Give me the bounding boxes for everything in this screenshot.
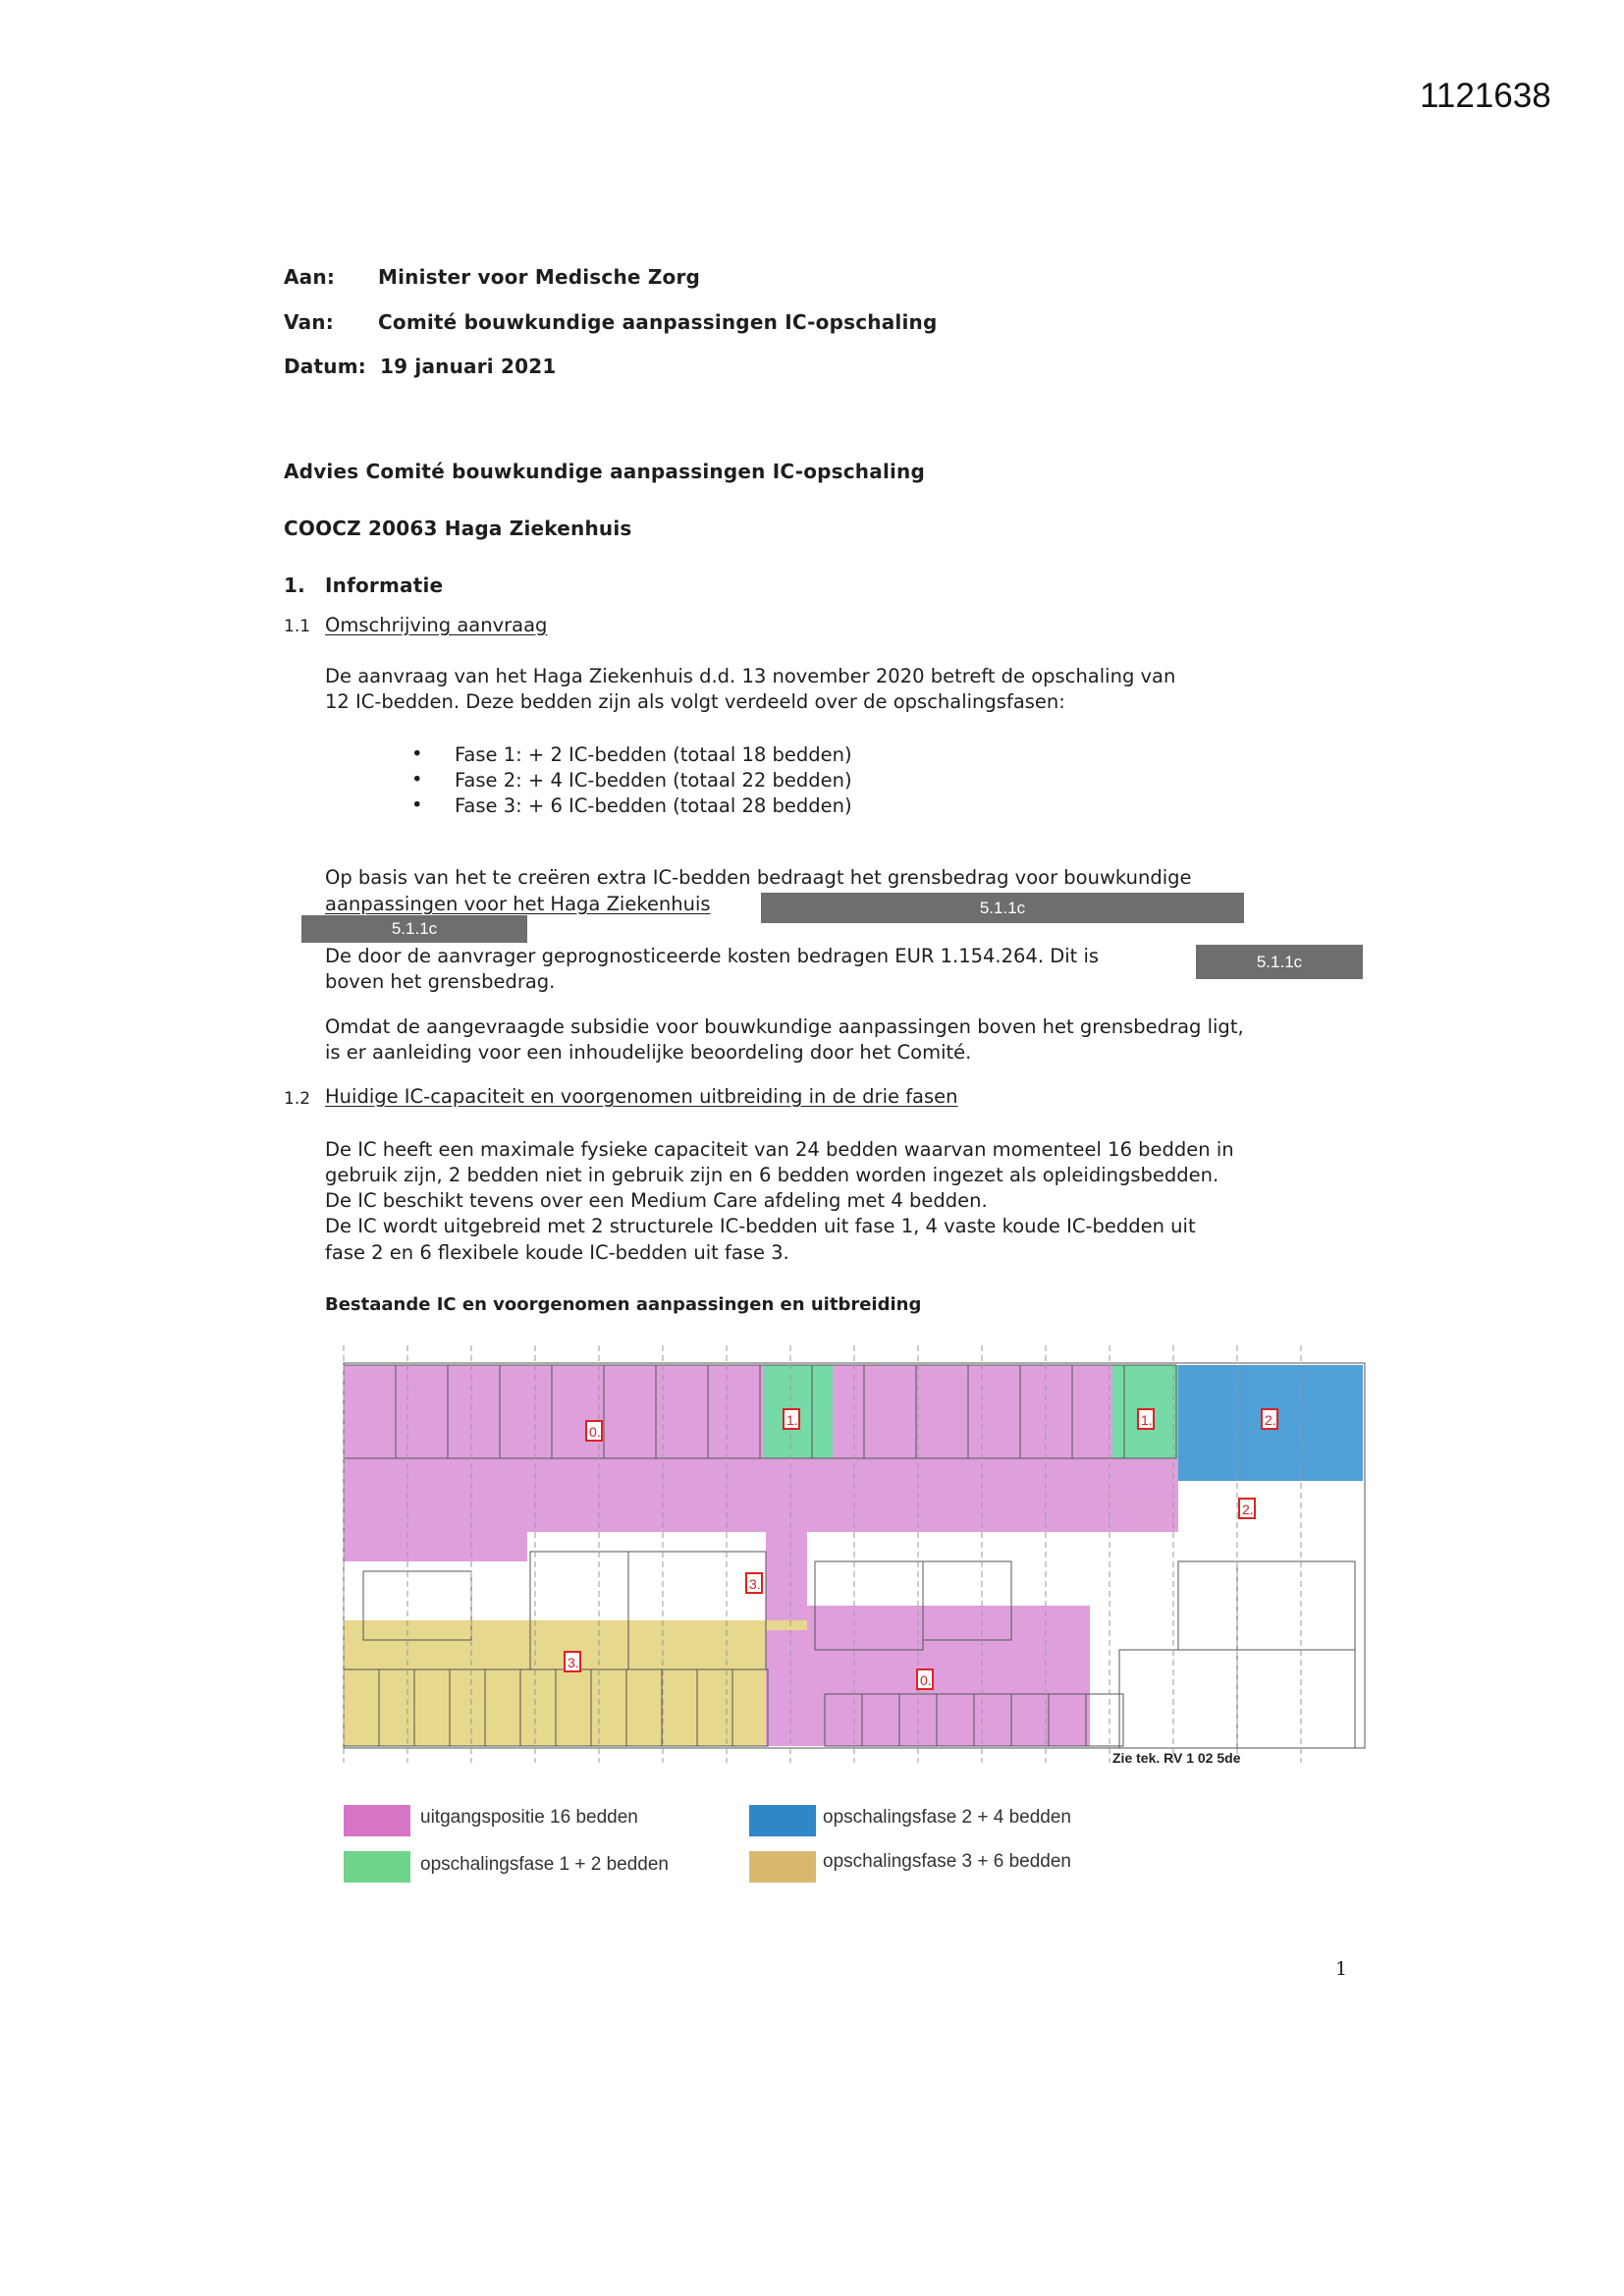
room-wall: [1178, 1561, 1237, 1650]
legend-swatch-phase2: [749, 1805, 816, 1836]
bullet-icon: •: [411, 793, 423, 816]
redaction-box: 5.1.1c: [301, 915, 527, 943]
from-label: Van:: [284, 310, 334, 334]
paragraph-line: De door de aanvrager geprognosticeerde kosten bedragen EUR 1.154.264. Dit is: [325, 945, 1100, 967]
bullet-icon: •: [411, 742, 423, 765]
paragraph-line: Omdat de aangevraagde subsidie voor bouwkundige aanpassingen boven het grensbedrag ligt,: [325, 1015, 1244, 1038]
zone-label: [565, 1652, 580, 1671]
legend-label: opschalingsfase 3 + 6 bedden: [823, 1851, 1072, 1872]
from-value: Comité bouwkundige aanpassingen IC-opschaling: [378, 310, 938, 334]
paragraph-line: gebruik zijn, 2 bedden niet in gebruik zijn en 6 bedden worden ingezet als opleidingsbedden.: [325, 1164, 1219, 1186]
svg-text:3.: 3.: [749, 1576, 761, 1592]
bullet-item: Fase 2: + 4 IC-bedden (totaal 22 bedden): [455, 769, 852, 792]
bullet-item: Fase 3: + 6 IC-bedden (totaal 28 bedden): [455, 794, 852, 817]
zone-phase0-corridor: [344, 1532, 527, 1561]
paragraph-line: 12 IC-bedden. Deze bedden zijn als volgt verdeeld over de opschalingsfasen:: [325, 690, 1065, 713]
room-wall: [1119, 1650, 1237, 1748]
redaction-box: 5.1.1c: [1196, 945, 1363, 979]
to-value: Minister voor Medische Zorg: [378, 265, 701, 289]
paragraph-line: De IC heeft een maximale fysieke capaciteit van 24 bedden waarvan momenteel 16 bedden in: [325, 1138, 1234, 1161]
section-number: 1.: [284, 574, 305, 597]
svg-text:2.: 2.: [1242, 1502, 1254, 1517]
floor-plan: [334, 1326, 1384, 1777]
legend-label: opschalingsfase 2 + 4 bedden: [823, 1807, 1072, 1828]
to-label: Aan:: [284, 265, 336, 289]
zone-label: [1262, 1409, 1277, 1429]
page-number: 1: [1335, 1958, 1348, 1980]
redaction-box: 5.1.1c: [761, 893, 1244, 923]
paragraph-line: fase 2 en 6 flexibele koude IC-bedden uit fase 3.: [325, 1241, 789, 1264]
document-subtitle: COOCZ 20063 Haga Ziekenhuis: [284, 517, 632, 540]
date-label: Datum:: [284, 355, 366, 378]
zone-label: [586, 1421, 602, 1441]
drawing-reference: Zie tek. RV 1 02 5de: [1112, 1750, 1241, 1766]
subsection-number: 1.2: [284, 1089, 311, 1109]
paragraph-line: aanpassingen voor het Haga Ziekenhuis: [325, 893, 711, 915]
zone-phase0-corridor: [344, 1458, 1178, 1532]
room-wall: [1237, 1650, 1355, 1748]
subsection-title: Omschrijving aanvraag: [325, 614, 548, 636]
zone-label: [1239, 1499, 1255, 1518]
svg-text:3.: 3.: [568, 1655, 579, 1670]
legend-swatch-phase0: [344, 1805, 410, 1836]
zone-label: [1138, 1409, 1154, 1429]
zone-phase0: [344, 1365, 764, 1458]
zone-phase0-corridor: [766, 1532, 807, 1630]
figure-caption: Bestaande IC en voorgenomen aanpassingen en uitbreiding: [325, 1294, 922, 1315]
date-value: 19 januari 2021: [380, 355, 557, 378]
zone-label: [746, 1573, 762, 1593]
zone-label: [784, 1409, 799, 1429]
legend-swatch-phase3: [749, 1851, 816, 1883]
paragraph-line: De aanvraag van het Haga Ziekenhuis d.d. 13 november 2020 betreft de opschaling van: [325, 665, 1176, 687]
legend-swatch-phase1: [344, 1851, 410, 1883]
svg-text:2.: 2.: [1265, 1412, 1276, 1428]
section-title: Informatie: [325, 574, 444, 597]
room-wall: [1086, 1694, 1123, 1746]
document-id: 1121638: [1420, 77, 1551, 115]
legend-label: uitgangspositie 16 bedden: [420, 1807, 638, 1828]
svg-text:0.: 0.: [920, 1672, 932, 1688]
subsection-title: Huidige IC-capaciteit en voorgenomen uitbreiding in de drie fasen: [325, 1085, 958, 1108]
bullet-item: Fase 1: + 2 IC-bedden (totaal 18 bedden): [455, 743, 852, 766]
legend-label: opschalingsfase 1 + 2 bedden: [420, 1854, 670, 1875]
paragraph-line: is er aanleiding voor een inhoudelijke beoordeling door het Comité.: [325, 1041, 972, 1064]
paragraph-line: De IC wordt uitgebreid met 2 structurele IC-bedden uit fase 1, 4 vaste koude IC-bedden uit: [325, 1215, 1196, 1237]
zone-phase0: [807, 1606, 1090, 1630]
document-title: Advies Comité bouwkundige aanpassingen IC-opschaling: [284, 460, 926, 483]
svg-text:0.: 0.: [589, 1424, 601, 1440]
subsection-number: 1.1: [284, 617, 311, 636]
svg-text:1.: 1.: [786, 1412, 798, 1428]
paragraph-line: De IC beschikt tevens over een Medium Care afdeling met 4 bedden.: [325, 1189, 988, 1212]
zone-phase0: [833, 1365, 1112, 1458]
paragraph-line: Op basis van het te creëren extra IC-bedden bedraagt het grensbedrag voor bouwkundige: [325, 866, 1192, 889]
svg-text:1.: 1.: [1141, 1412, 1153, 1428]
room-wall: [1237, 1561, 1355, 1650]
zone-label: [917, 1669, 933, 1689]
paragraph-line: boven het grensbedrag.: [325, 970, 556, 993]
bullet-icon: •: [411, 768, 423, 791]
